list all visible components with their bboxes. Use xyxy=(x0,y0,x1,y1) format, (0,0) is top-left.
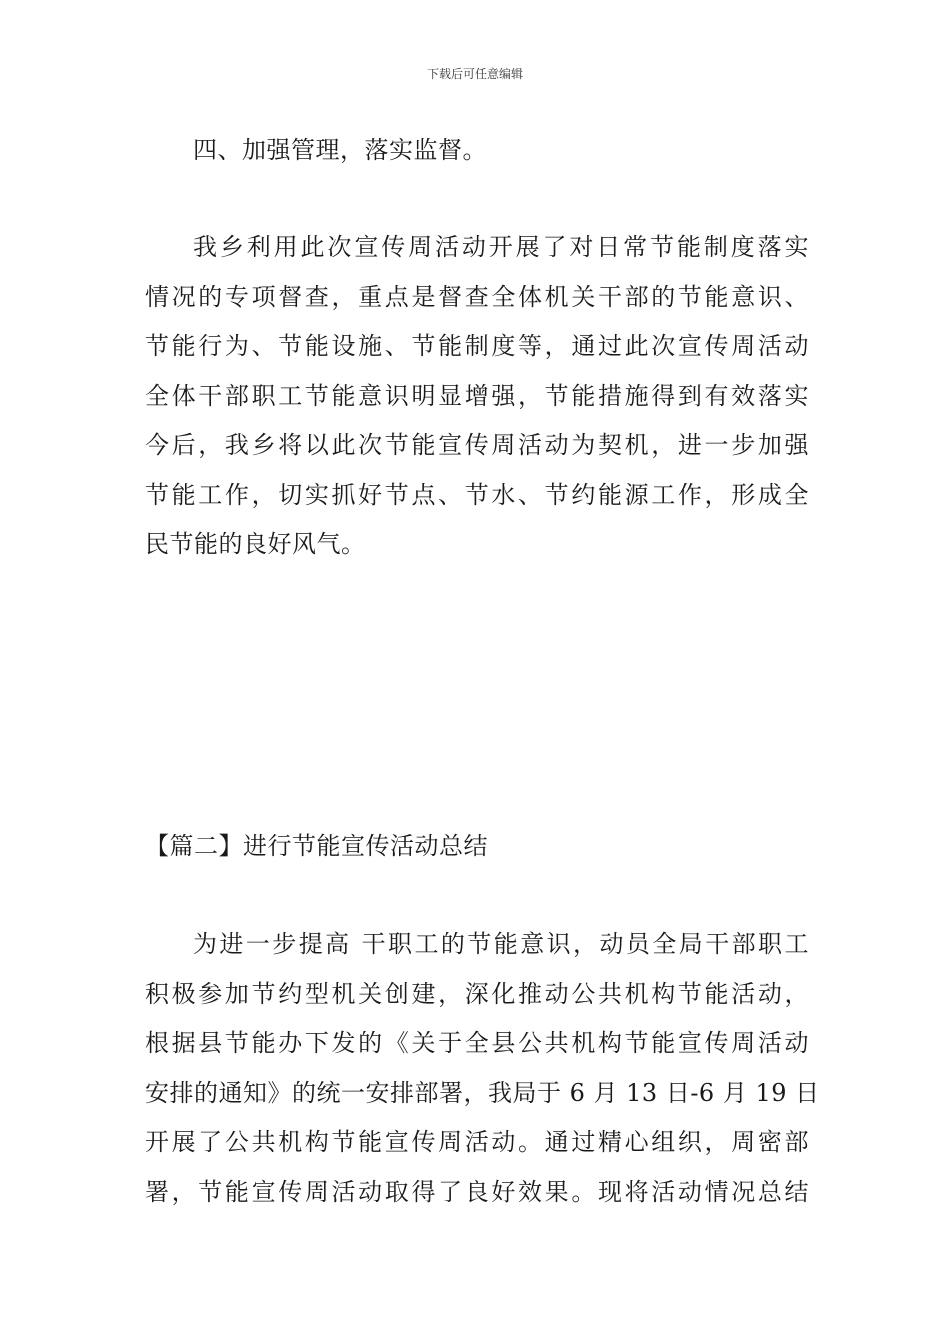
paragraph-line: 为进一步提高 干职工的节能意识，动员全局干部职工 xyxy=(193,930,809,958)
paragraph-line: 根据县节能办下发的《关于全县公共机构节能宣传周活动 xyxy=(145,1029,809,1057)
paragraph-line: 开展了公共机构节能宣传周活动。通过精心组织，周密部 xyxy=(145,1128,809,1156)
paragraph-line: 节能行为、节能设施、节能制度等，通过此次宣传周活动 xyxy=(145,332,809,360)
part-two-paragraph xyxy=(145,920,820,1217)
paragraph-line: 民节能的良好风气。 xyxy=(145,530,366,558)
paragraph-line: 我乡利用此次宣传周活动开展了对日常节能制度落实 xyxy=(193,233,809,261)
section-four-paragraph xyxy=(145,223,809,570)
section-four-heading xyxy=(145,126,857,176)
paragraph-line: 节能工作，切实抓好节点、节水、节约能源工作，形成全 xyxy=(145,480,809,509)
heading-text: 【篇二】进行节能宣传活动总结 xyxy=(145,832,488,860)
paragraph-line: 积极参加节约型机关创建，深化推动公共机构节能活动， xyxy=(145,979,809,1008)
paragraph-line: 情况的专项督查，重点是督查全体机关干部的节能意识、 xyxy=(145,282,809,311)
paragraph-line: 今后，我乡将以此次节能宣传周活动为契机，进一步加强 xyxy=(145,431,809,459)
paragraph-line: 全体干部职工节能意识明显增强，节能措施得到有效落实 xyxy=(145,381,809,410)
paragraph-line: 安排的通知》的统一安排部署，我局于 6 月 13 日-6 月 19 日 xyxy=(145,1078,820,1107)
paragraph-line: 署，节能宣传周活动取得了良好效果。现将活动情况总结 xyxy=(145,1177,809,1206)
page-header-note: 下载后可任意编辑 xyxy=(426,67,523,81)
heading-text: 四、加强管理，落实监督。 xyxy=(193,136,487,164)
part-two-heading xyxy=(145,822,809,872)
